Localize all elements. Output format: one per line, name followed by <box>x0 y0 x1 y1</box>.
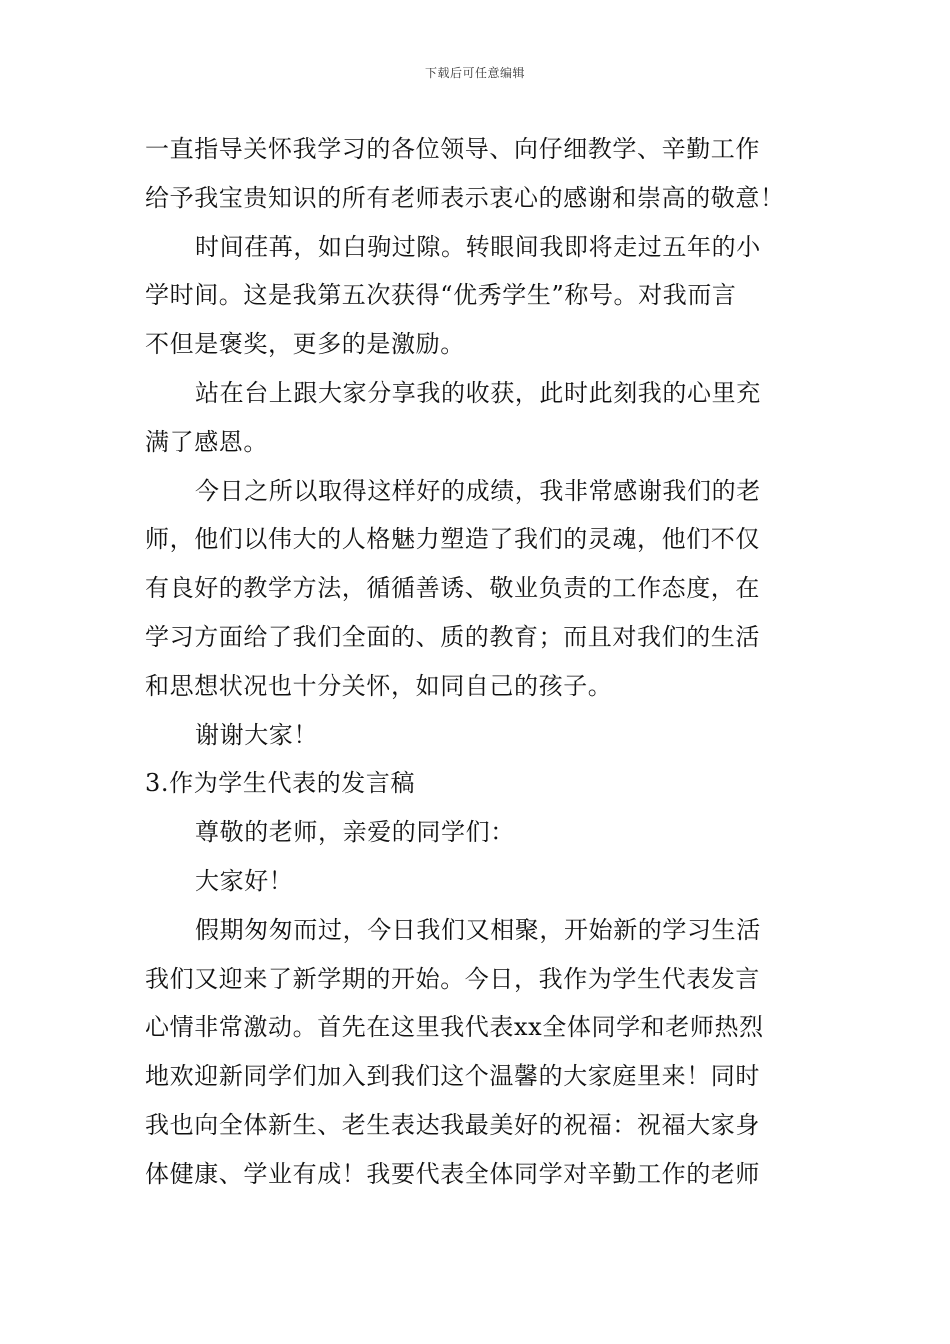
body-line: 满了感恩。 <box>145 427 268 456</box>
section-heading: 3.作为学生代表的发言稿 <box>145 769 416 798</box>
body-line: 不但是褒奖，更多的是激励。 <box>145 330 465 359</box>
body-line: 地欢迎新同学们加入到我们这个温馨的大家庭里来！同时 <box>145 1062 760 1091</box>
page-header: 下载后可任意编辑 <box>424 66 525 80</box>
body-line: 心情非常激动。首先在这里我代表xx全体同学和老师热烈 <box>145 1013 764 1042</box>
body-line: 师，他们以伟大的人格魅力塑造了我们的灵魂，他们不仅 <box>145 525 760 554</box>
body-line: 有良好的教学方法，循循善诱、敬业负责的工作态度，在 <box>145 574 760 603</box>
document-body <box>145 125 810 1199</box>
body-line: 站在台上跟大家分享我的收获，此时此刻我的心里充 <box>195 378 761 407</box>
body-line: 我们又迎来了新学期的开始。今日，我作为学生代表发言 <box>145 964 760 993</box>
body-line: 给予我宝贵知识的所有老师表示衷心的感谢和崇高的敬意！ <box>145 183 785 212</box>
body-line: 和思想状况也十分关怀，如同自己的孩子。 <box>145 671 613 700</box>
body-line: 我也向全体新生、老生表达我最美好的祝福：祝福大家身 <box>145 1110 760 1139</box>
body-line: 一直指导关怀我学习的各位领导、向仔细教学、辛勤工作 <box>145 135 760 163</box>
body-line: 体健康、学业有成！我要代表全体同学对辛勤工作的老师 <box>145 1159 760 1188</box>
body-line: 大家好！ <box>195 866 294 895</box>
body-line: 尊敬的老师，亲爱的同学们： <box>195 818 515 847</box>
body-line: 假期匆匆而过，今日我们又相聚，开始新的学习生活 <box>195 915 761 944</box>
body-line: 学时间。这是我第五次获得“优秀学生”称号。对我而言 <box>145 281 737 310</box>
body-line: 谢谢大家！ <box>195 720 318 749</box>
body-line: 时间荏苒，如白驹过隙。转眼间我即将走过五年的小 <box>195 232 761 261</box>
body-line: 今日之所以取得这样好的成绩，我非常感谢我们的老 <box>195 476 761 505</box>
body-line: 学习方面给了我们全面的、质的教育；而且对我们的生活 <box>145 622 760 651</box>
